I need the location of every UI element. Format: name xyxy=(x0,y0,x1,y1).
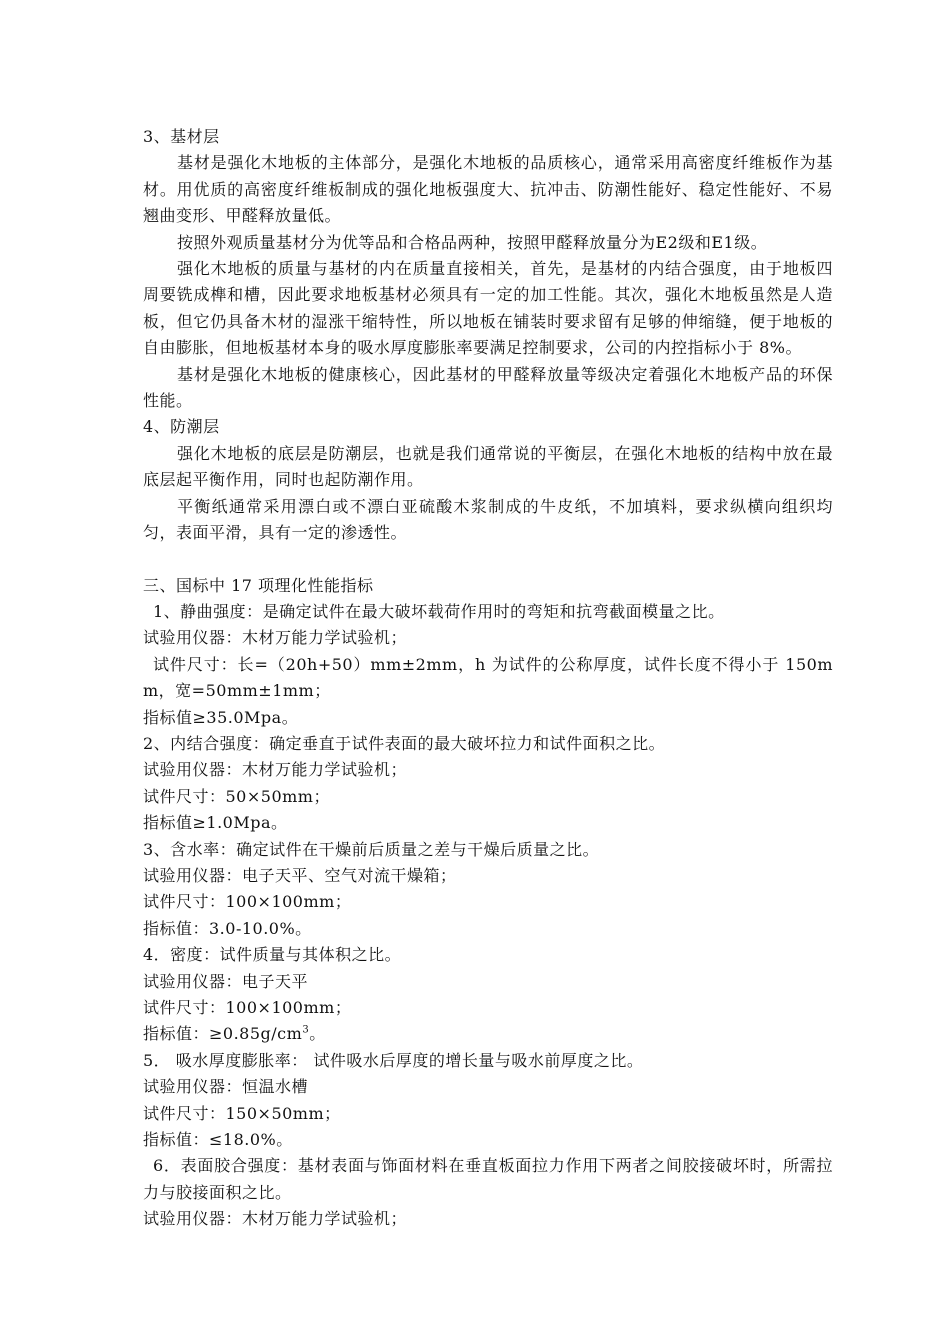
item-title: 5． 吸水厚度膨胀率： 试件吸水后厚度的增长量与吸水前厚度之比。 xyxy=(143,1050,644,1070)
item-size: 试件尺寸：50×50mm； xyxy=(143,786,330,806)
paragraph: 基材是强化木地板的主体部分，是强化木地板的品质核心，通常采用高密度纤维板作为基材。用优质的高密度纤维板制成的强化地板强度大、抗冲击、防潮性能好、稳定性能好、不易翘曲变形、甲醛释放量低。 xyxy=(143,153,833,226)
item-index-end: 。 xyxy=(309,1024,326,1044)
paragraph: 基材是强化木地板的健康核心，因此基材的甲醛释放量等级决定着强化木地板产品的环保性能。 xyxy=(143,364,833,411)
item-instrument: 试验用仪器：恒温水槽 xyxy=(143,1077,309,1097)
paragraph: 强化木地板的底层是防潮层，也就是我们通常说的平衡层，在强化木地板的结构中放在最底层起平衡作用，同时也起防潮作用。 xyxy=(143,443,833,490)
item-instrument: 试验用仪器：木材万能力学试验机； xyxy=(143,760,408,780)
item-index: 指标值：≤18.0%。 xyxy=(143,1130,293,1150)
item-size: 试件尺寸：100×100mm； xyxy=(143,998,352,1017)
item-size: 试件尺寸：150×50mm； xyxy=(143,1103,341,1123)
item-index-text: 指标值：≥0.85g/cm xyxy=(143,1024,303,1044)
item-instrument: 试验用仪器：木材万能力学试验机； xyxy=(143,628,408,648)
item-size: 试件尺寸：100×100mm； xyxy=(143,892,352,912)
item-index xyxy=(143,1021,833,1047)
item-title: 6．表面胶合强度：基材表面与饰面材料在垂直板面拉力作用下两者之间胶接破坏时，所需拉力与胶接面积之比。 xyxy=(143,1156,833,1202)
superscript: 3 xyxy=(302,1025,310,1037)
item-title: 4．密度：试件质量与其体积之比。 xyxy=(143,945,402,965)
item-size: 试件尺寸：长=（20h+50）mm±2mm，h 为试件的公称厚度，试件长度不得小于 150mm，宽=50mm±1mm； xyxy=(143,654,833,701)
section-heading-moisture-layer: 4、防潮层 xyxy=(143,417,220,437)
item-instrument: 试验用仪器：木材万能力学试验机； xyxy=(143,1209,408,1229)
paragraph: 平衡纸通常采用漂白或不漂白亚硫酸木浆制成的牛皮纸，不加填料，要求纵横向组织均匀，表面平滑，具有一定的渗透性。 xyxy=(143,496,833,543)
item-instrument: 试验用仪器：电子天平、空气对流干燥箱； xyxy=(143,865,457,885)
item-index: 指标值≥1.0Mpa。 xyxy=(143,813,288,833)
section-heading-substrate: 3、基材层 xyxy=(143,127,220,146)
item-instrument: 试验用仪器：电子天平 xyxy=(143,971,309,991)
blank-line xyxy=(143,547,833,573)
item-index: 指标值≥35.0Mpa。 xyxy=(143,707,299,727)
paragraph: 强化木地板的质量与基材的内在质量直接相关，首先，是基材的内结合强度，由于地板四周要铣成榫和槽，因此要求地板基材必须具有一定的加工性能。其次，强化木地板虽然是人造板，但它仍具备木材的湿涨干缩特性，所以地板在铺装时要求留有足够的伸缩缝，便于地板的自由膨胀，但地板基材本身的吸水厚度膨胀率要满足控制要求，公司的内控指标小于 8%。 xyxy=(143,259,833,358)
paragraph: 按照外观质量基材分为优等品和合格品两种，按照甲醛释放量分为E2级和E1级。 xyxy=(177,232,768,252)
document-body xyxy=(143,124,833,1233)
item-title: 3、含水率：确定试件在干燥前后质量之差与干燥后质量之比。 xyxy=(143,839,600,859)
item-title: 2、内结合强度：确定垂直于试件表面的最大破坏拉力和试件面积之比。 xyxy=(143,733,666,753)
item-index: 指标值：3.0-10.0%。 xyxy=(143,918,312,938)
section-heading-standards: 三、国标中 17 项理化性能指标 xyxy=(143,575,374,595)
item-title: 1、静曲强度：是确定试件在最大破坏载荷作用时的弯矩和抗弯截面模量之比。 xyxy=(153,601,725,621)
